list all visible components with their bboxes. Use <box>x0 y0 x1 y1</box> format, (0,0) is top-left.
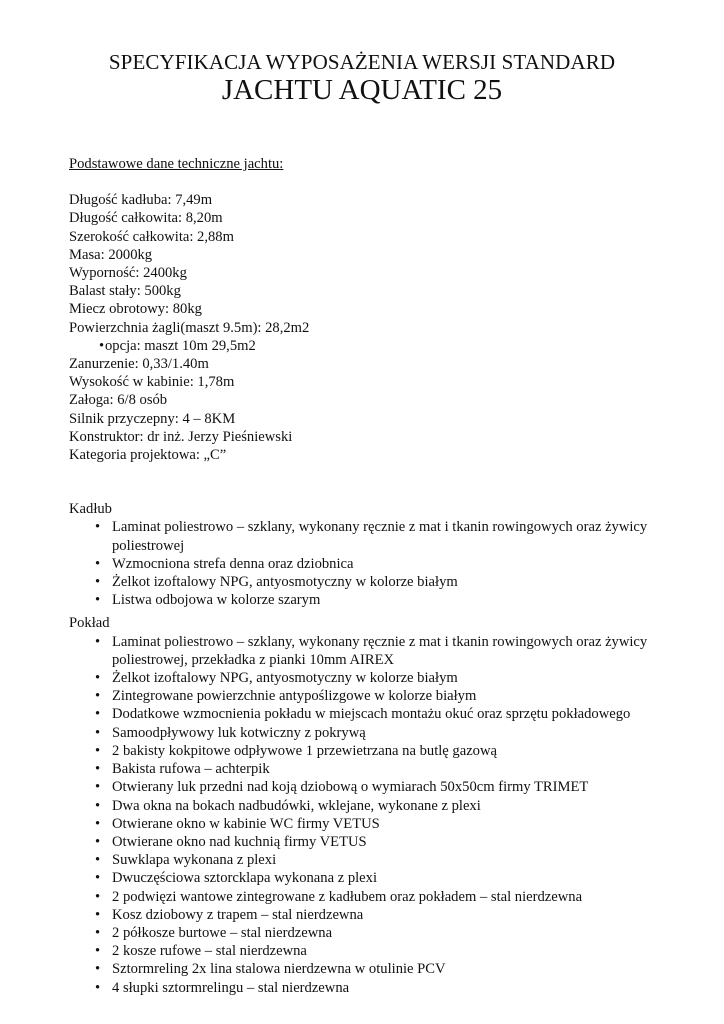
spec-headroom: Wysokość w kabinie: 1,78m <box>69 374 235 391</box>
bullet-icon: • <box>95 815 101 832</box>
list-item <box>69 833 669 851</box>
spec-ballast: Balast stały: 500kg <box>69 283 181 300</box>
document-body <box>69 155 669 997</box>
document-title-line2: JACHTU AQUATIC 25 <box>221 74 503 106</box>
list-item-text: Żelkot izoftalowy NPG, antyosmotyczny w kolorze białym <box>112 574 458 591</box>
list-item-text: Dwa okna na bokach nadbudówki, wklejane, wykonane z plexi <box>112 797 481 814</box>
list-item <box>69 778 669 796</box>
list-item-text: Otwierany luk przedni nad koją dziobową o wymiarach 50x50cm firmy TRIMET <box>112 779 589 796</box>
spec-engine: Silnik przyczepny: 4 – 8KM <box>69 410 236 427</box>
list-item <box>69 633 669 651</box>
bullet-icon: • <box>95 633 101 650</box>
list-item-text: poliestrowej, przekładka z pianki 10mm AIREX <box>112 651 395 668</box>
list-item-text: 2 podwięzi wantowe zintegrowane z kadłubem oraz pokładem – stal nierdzewna <box>112 888 583 905</box>
deck-heading: Pokład <box>69 615 110 632</box>
spec-category: Kategoria projektowa: „C” <box>69 447 227 464</box>
bullet-icon: • <box>95 706 101 723</box>
list-item <box>69 337 669 355</box>
bullet-icon: • <box>95 943 101 960</box>
list-item-text: Laminat poliestrowo – szklany, wykonany ręcznie z mat i tkanin rowingowych oraz żywicy <box>112 633 648 650</box>
spec-mass: Masa: 2000kg <box>69 246 153 263</box>
list-item-text: Wzmocniona strefa denna oraz dziobnica <box>112 555 354 572</box>
list-item-text: Suwklapa wykonana z plexi <box>112 852 277 869</box>
bullet-icon: • <box>95 724 101 741</box>
specs-list <box>69 191 669 464</box>
list-item <box>69 705 669 723</box>
hull-heading: Kadłub <box>69 501 112 518</box>
bullet-icon: • <box>95 574 101 591</box>
list-item <box>69 591 669 609</box>
bullet-icon: • <box>95 555 101 572</box>
list-item-text: Bakista rufowa – achterpik <box>112 761 270 778</box>
list-item-continuation <box>69 651 669 669</box>
list-item-text: Dodatkowe wzmocnienia pokładu w miejscach montażu okuć oraz sprzętu pokładowego <box>112 706 631 723</box>
spec-centreboard: Miecz obrotowy: 80kg <box>69 301 202 318</box>
document-title-line1: SPECYFIKACJA WYPOSAŻENIA WERSJI STANDARD <box>108 50 616 74</box>
bullet-icon: • <box>95 592 101 609</box>
bullet-icon: • <box>95 761 101 778</box>
spec-option-list <box>69 337 669 355</box>
list-item-text: poliestrowej <box>112 537 185 554</box>
list-item <box>69 518 669 536</box>
spec-sail-area: Powierzchnia żagli(maszt 9.5m): 28,2m2 <box>69 319 310 336</box>
spec-draft: Zanurzenie: 0,33/1.40m <box>69 356 209 373</box>
bullet-icon: • <box>95 742 101 759</box>
list-item <box>69 888 669 906</box>
list-item <box>69 942 669 960</box>
list-item <box>69 669 669 687</box>
list-item-text: Laminat poliestrowo – szklany, wykonany ręcznie z mat i tkanin rowingowych oraz żywicy <box>112 519 648 536</box>
list-item-text: Samoodpływowy luk kotwiczny z pokrywą <box>112 724 366 741</box>
list-item-text: Żelkot izoftalowy NPG, antyosmotyczny w kolorze białym <box>112 670 458 687</box>
bullet-icon: • <box>95 797 101 814</box>
bullet-icon: • <box>95 870 101 887</box>
deck-list <box>69 633 669 997</box>
list-item-text: Otwierane okno nad kuchnią firmy VETUS <box>112 833 367 850</box>
bullet-icon: • <box>95 888 101 905</box>
bullet-icon: • <box>99 337 105 354</box>
bullet-icon: • <box>95 688 101 705</box>
list-item <box>69 742 669 760</box>
bullet-icon: • <box>95 961 101 978</box>
list-item <box>69 979 669 997</box>
hull-list <box>69 518 669 609</box>
spec-hull-length: Długość kadłuba: 7,49m <box>69 192 213 209</box>
list-item-text: 2 kosze rufowe – stal nierdzewna <box>112 943 307 960</box>
bullet-icon: • <box>95 779 101 796</box>
list-item-text: 2 bakisty kokpitowe odpływowe 1 przewietrzana na butlę gazową <box>112 742 497 759</box>
list-item-continuation <box>69 537 669 555</box>
list-item-text: 2 półkosze burtowe – stal nierdzewna <box>112 924 333 941</box>
list-item <box>69 724 669 742</box>
list-item-text: Zintegrowane powierzchnie antypoślizgowe w kolorze białym <box>112 688 477 705</box>
list-item <box>69 815 669 833</box>
list-item-text: Otwierane okno w kabinie WC firmy VETUS <box>112 815 380 832</box>
bullet-icon: • <box>95 979 101 996</box>
list-item-text: Sztormreling 2x lina stalowa nierdzewna w otulinie PCV <box>112 961 446 978</box>
list-item <box>69 687 669 705</box>
bullet-icon: • <box>95 924 101 941</box>
list-item-text: 4 słupki sztormrelingu – stal nierdzewna <box>112 979 350 996</box>
list-item <box>69 960 669 978</box>
spec-beam: Szerokość całkowita: 2,88m <box>69 228 234 245</box>
bullet-icon: • <box>95 906 101 923</box>
list-item <box>69 760 669 778</box>
list-item-text: Kosz dziobowy z trapem – stal nierdzewna <box>112 906 364 923</box>
list-item <box>69 869 669 887</box>
list-item <box>69 573 669 591</box>
spec-option: opcja: maszt 10m 29,5m2 <box>105 337 256 354</box>
bullet-icon: • <box>95 670 101 687</box>
bullet-icon: • <box>95 852 101 869</box>
spec-designer: Konstruktor: dr inż. Jerzy Pieśniewski <box>69 428 293 445</box>
list-item-text: Listwa odbojowa w kolorze szarym <box>112 592 321 609</box>
list-item <box>69 906 669 924</box>
specs-heading: Podstawowe dane techniczne jachtu: <box>69 156 284 172</box>
spec-displacement: Wyporność: 2400kg <box>69 265 187 282</box>
bullet-icon: • <box>95 519 101 536</box>
bullet-icon: • <box>95 833 101 850</box>
list-item <box>69 555 669 573</box>
list-item <box>69 924 669 942</box>
list-item <box>69 851 669 869</box>
list-item-text: Dwuczęściowa sztorcklapa wykonana z plexi <box>112 870 378 887</box>
list-item <box>69 797 669 815</box>
spec-crew: Załoga: 6/8 osób <box>69 392 168 409</box>
spec-overall-length: Długość całkowita: 8,20m <box>69 210 223 227</box>
